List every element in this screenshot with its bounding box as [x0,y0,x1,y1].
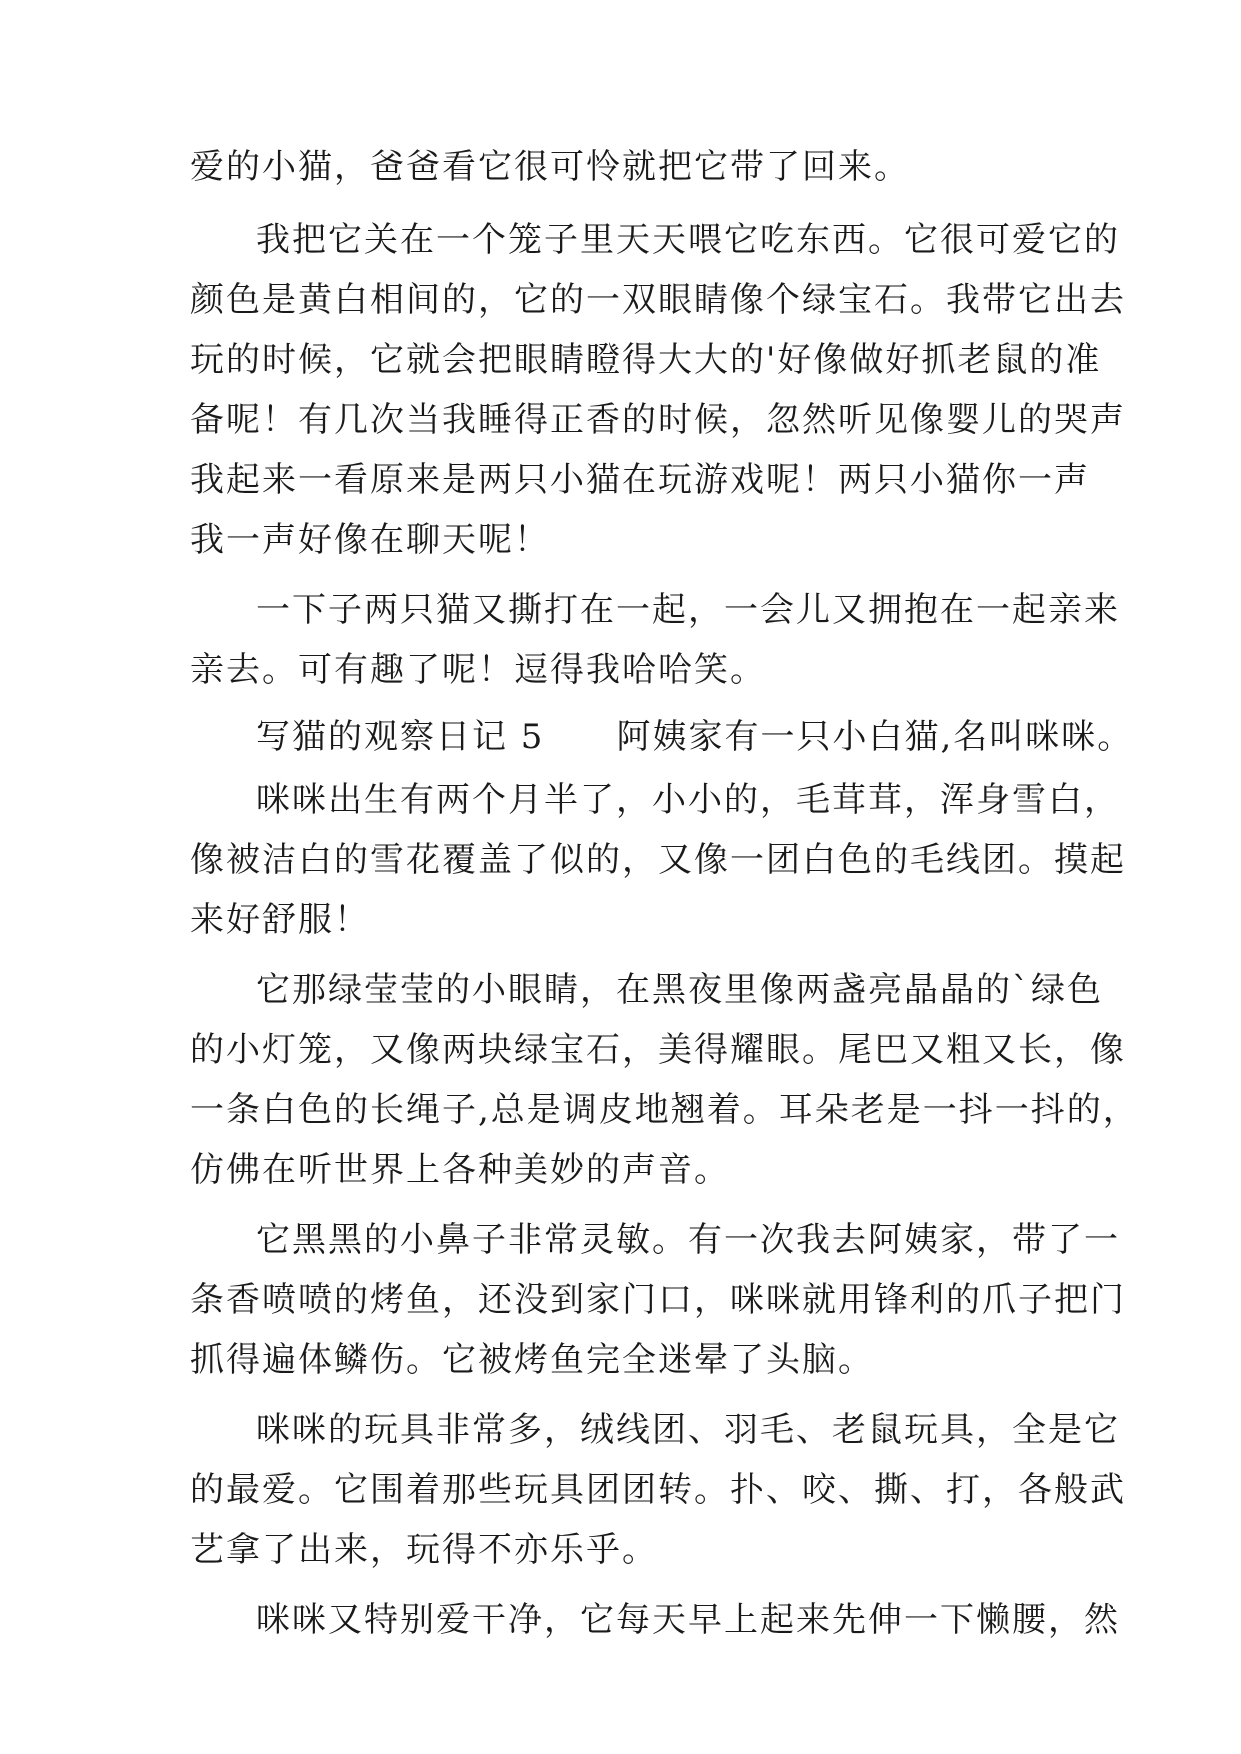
heading-line: 写猫的观察日记 5 阿姨家有一只小白猫,名叫咪咪。 [256,717,1134,757]
text-line: 像被洁白的雪花覆盖了似的，又像一团白色的毛线团。摸起 [190,840,1126,880]
text-line: 的小灯笼，又像两块绿宝石，美得耀眼。尾巴又粗又长，像 [190,1030,1126,1070]
paragraph-start-line: 咪咪又特别爱干净，它每天早上起来先伸一下懒腰，然 [256,1600,1120,1640]
text-line: 备呢！有几次当我睡得正香的时候，忽然听见像婴儿的哭声 [190,400,1126,440]
paragraph-start-line: 它黑黑的小鼻子非常灵敏。有一次我去阿姨家，带了一 [256,1220,1120,1260]
text-line: 抓得遍体鳞伤。它被烤鱼完全迷晕了头脑。 [190,1340,874,1380]
text-line: 的最爱。它围着那些玩具团团转。扑、咬、撕、打，各般武 [190,1470,1126,1510]
paragraph-start-line: 一下子两只猫又撕打在一起，一会儿又拥抱在一起亲来 [256,590,1120,630]
paragraph-start-line: 咪咪的玩具非常多，绒线团、羽毛、老鼠玩具，全是它 [256,1410,1120,1450]
text-line: 爱的小猫，爸爸看它很可怜就把它带了回来。 [190,147,910,187]
text-line: 玩的时候，它就会把眼睛瞪得大大的'好像做好抓老鼠的准 [190,340,1102,380]
text-line: 我起来一看原来是两只小猫在玩游戏呢！两只小猫你一声 [190,460,1090,500]
text-line: 艺拿了出来，玩得不亦乐乎。 [190,1530,658,1570]
text-line: 来好舒服！ [190,900,370,940]
paragraph-start-line: 我把它关在一个笼子里天天喂它吃东西。它很可爱它的 [256,220,1120,260]
paragraph-start-line: 咪咪出生有两个月半了，小小的，毛茸茸，浑身雪白， [256,780,1120,820]
text-line: 颜色是黄白相间的，它的一双眼睛像个绿宝石。我带它出去 [190,280,1126,320]
text-line: 条香喷喷的烤鱼，还没到家门口，咪咪就用锋利的爪子把门 [190,1280,1126,1320]
text-line: 一条白色的长绳子,总是调皮地翘着。耳朵老是一抖一抖的， [190,1090,1139,1130]
text-line: 我一声好像在聊天呢！ [190,520,550,560]
text-line: 仿佛在听世界上各种美妙的声音。 [190,1150,730,1190]
paragraph-start-line: 它那绿莹莹的小眼睛，在黑夜里像两盏亮晶晶的`绿色 [256,970,1103,1010]
text-line: 亲去。可有趣了呢！逗得我哈哈笑。 [190,650,766,690]
